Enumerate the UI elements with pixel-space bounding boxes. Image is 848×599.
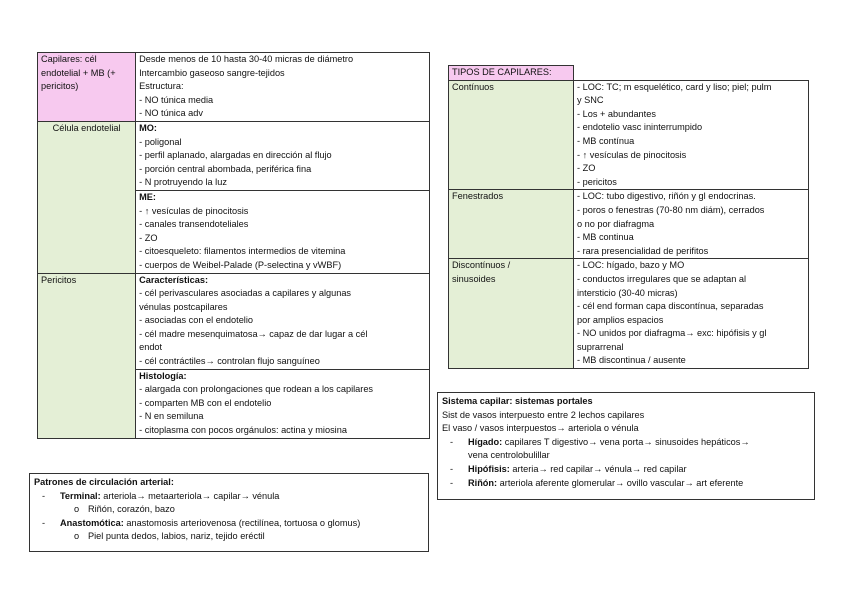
continuos-line: - ↑ vesículas de pinocitosis <box>577 149 687 160</box>
capilares-table <box>37 52 430 439</box>
table-row <box>449 190 809 259</box>
continuos-line: - endotelio vasc ininterrumpido <box>577 122 703 133</box>
mo-title: MO: <box>139 122 157 133</box>
caracteristicas-line: - cél contráctiles→ controlan flujo sanguíneo <box>139 356 320 367</box>
sistema-item <box>442 463 810 477</box>
discontinuos-label-cell <box>449 259 574 369</box>
patron-subitem <box>34 503 424 517</box>
continuos-label: Contínuos <box>452 81 494 92</box>
item-text: arteria→ red capilar→ vénula→ red capilar <box>509 463 687 474</box>
table-row <box>449 66 809 81</box>
patron-item <box>34 517 424 531</box>
item-text: capilares T digestivo→ vena porta→ sinusoides hepáticos→ <box>502 436 750 447</box>
sistema-line: Sist de vasos interpuesto entre 2 lechos capilares <box>442 409 645 420</box>
sistema-item <box>442 477 810 491</box>
histologia-line: - comparten MB con el endotelio <box>139 397 272 408</box>
tipos-header: TIPOS DE CAPILARES: <box>452 67 552 77</box>
discontinuos-line: - NO unidos por diafragma→ exc: hipófisis y gl <box>577 328 767 339</box>
item-text: arteriola aferente glomerular→ ovillo vascular→ art eferente <box>497 477 744 488</box>
discontinuos-label: sinusoides <box>452 273 496 284</box>
mo-line: - poligonal <box>139 136 182 147</box>
me-line: - ZO <box>139 232 158 243</box>
discontinuos-line: - conductos irregulares que se adaptan al <box>577 273 747 284</box>
item-name: Hígado: <box>468 436 503 447</box>
me-line: - canales transendoteliales <box>139 219 249 230</box>
item-name: Hipófisis: <box>468 463 510 474</box>
sistema-title: Sistema capilar: sistemas portales <box>442 396 593 406</box>
tipos-header-cell <box>449 66 574 81</box>
mo-line: - N protruyendo la luz <box>139 177 227 188</box>
fenestrados-label: Fenestrados <box>452 191 504 202</box>
me-line: - citoesqueleto: filamentos intermedios de vitemina <box>139 246 346 257</box>
circle-bullet: o <box>74 531 80 542</box>
capilares-label-cell <box>38 53 136 122</box>
discontinuos-line: suprarrenal <box>577 341 624 352</box>
item-continuation: vena centrolobulillar <box>468 450 550 461</box>
fenestrados-line: - MB continua <box>577 232 634 243</box>
patrones-circulacion-box <box>29 473 429 552</box>
me-title: ME: <box>139 191 156 202</box>
capilares-line: Estructura: <box>139 81 184 92</box>
table-row <box>38 273 430 369</box>
table-row <box>38 121 430 190</box>
anastomotica-sub: Piel punta dedos, labios, nariz, tejido eréctil <box>88 531 265 542</box>
table-row <box>449 80 809 190</box>
discontinuos-line: - MB discontinua / ausente <box>577 355 686 366</box>
continuos-line: y SNC <box>577 95 604 106</box>
circle-bullet: o <box>74 504 80 515</box>
continuos-label-cell <box>449 80 574 190</box>
me-cell <box>136 190 430 273</box>
fenestrados-line: - rara presencialidad de perifitos <box>577 245 709 256</box>
dash-bullet: - <box>450 436 454 447</box>
dash-bullet: - <box>450 463 454 474</box>
patrones-title: Patrones de circulación arterial: <box>34 477 174 487</box>
histologia-line: - alargada con prolongaciones que rodean a los capilares <box>139 384 374 395</box>
capilares-line: Intercambio gaseoso sangre-tejidos <box>139 67 285 78</box>
fenestrados-line: - poros o fenestras (70-80 nm diám), cerrados <box>577 204 765 215</box>
discontinuos-line: - LOC: hígado, bazo y MO <box>577 260 685 271</box>
continuos-line: - ZO <box>577 163 596 174</box>
mo-line: - porción central abombada, periférica fina <box>139 163 312 174</box>
histologia-line: - citoplasma con pocos orgánulos: actina y miosina <box>139 425 347 436</box>
me-line: - cuerpos de Weibel-Palade (P-selectina y vWBF) <box>139 259 342 270</box>
continuos-line: - MB contínua <box>577 135 635 146</box>
patron-subitem <box>34 530 424 544</box>
continuos-line: - LOC: TC; m esquelético, card y liso; piel; pulm <box>577 81 772 92</box>
mo-line: - perfil aplanado, alargadas en dirección al flujo <box>139 150 332 161</box>
patron-item <box>34 490 424 504</box>
sistema-item <box>442 436 810 450</box>
continuos-line: - Los + abundantes <box>577 108 656 119</box>
terminal-text: arteriola→ metaarteriola→ capilar→ vénula <box>100 490 280 501</box>
caracteristicas-cell <box>136 273 430 369</box>
anastomotica-text: anastomosis arteriovenosa (rectilínea, tortuosa o glomus) <box>123 517 361 528</box>
table-row <box>38 53 430 122</box>
continuos-content-cell <box>574 80 809 190</box>
anastomotica-name: Anastomótica: <box>60 517 124 528</box>
me-line: - ↑ vesículas de pinocitosis <box>139 205 249 216</box>
capilares-line: Desde menos de 10 hasta 30-40 micras de diámetro <box>139 54 354 64</box>
caracteristicas-line: endot <box>139 342 163 353</box>
capilares-line: - NO túnica media <box>139 94 214 105</box>
celula-endotelial-label: Célula endotelial <box>52 122 121 133</box>
caracteristicas-line: vénulas postcapilares <box>139 301 228 312</box>
mo-cell <box>136 121 430 190</box>
discontinuos-content-cell <box>574 259 809 369</box>
discontinuos-label: Discontínuos / <box>452 260 511 271</box>
capilares-label: Capilares: cél endotelial + MB (+ pericitos) <box>41 54 116 92</box>
fenestrados-line: - LOC: tubo digestivo, riñón y gl endocrinas. <box>577 191 756 202</box>
terminal-name: Terminal: <box>60 490 101 501</box>
caracteristicas-line: - cél perivasculares asociadas a capilares y algunas <box>139 288 352 299</box>
capilares-line: - NO túnica adv <box>139 108 203 119</box>
discontinuos-line: por amplios espacios <box>577 314 664 325</box>
dash-bullet: - <box>450 477 454 488</box>
terminal-sub: Riñón, corazón, bazo <box>88 504 175 515</box>
caracteristicas-title: Características: <box>139 274 209 285</box>
caracteristicas-line: - cél madre mesenquimatosa→ capaz de dar lugar a cél <box>139 328 368 339</box>
caracteristicas-line: - asociadas con el endotelio <box>139 315 253 326</box>
pericitos-label: Pericitos <box>41 274 77 285</box>
discontinuos-line: intersticio (30-40 micras) <box>577 287 678 298</box>
tipos-capilares-table <box>448 65 809 369</box>
dash-bullet: - <box>42 490 46 501</box>
histologia-line: - N en semiluna <box>139 411 204 422</box>
discontinuos-line: - cél end forman capa discontínua, separadas <box>577 301 764 312</box>
continuos-line: - pericitos <box>577 176 617 187</box>
histologia-title: Histología: <box>139 370 187 381</box>
item-name: Riñón: <box>468 477 498 488</box>
celula-endotelial-label-cell <box>38 121 136 273</box>
histologia-cell <box>136 369 430 438</box>
sistema-capilar-box <box>437 392 815 500</box>
dash-bullet: - <box>42 517 46 528</box>
fenestrados-line: o no por diafragma <box>577 218 655 229</box>
fenestrados-content-cell <box>574 190 809 259</box>
capilares-content-cell <box>136 53 430 122</box>
sistema-line: El vaso / vasos interpuestos→ arteriola o vénula <box>442 423 639 434</box>
pericitos-label-cell <box>38 273 136 438</box>
fenestrados-label-cell <box>449 190 574 259</box>
table-row <box>449 259 809 369</box>
